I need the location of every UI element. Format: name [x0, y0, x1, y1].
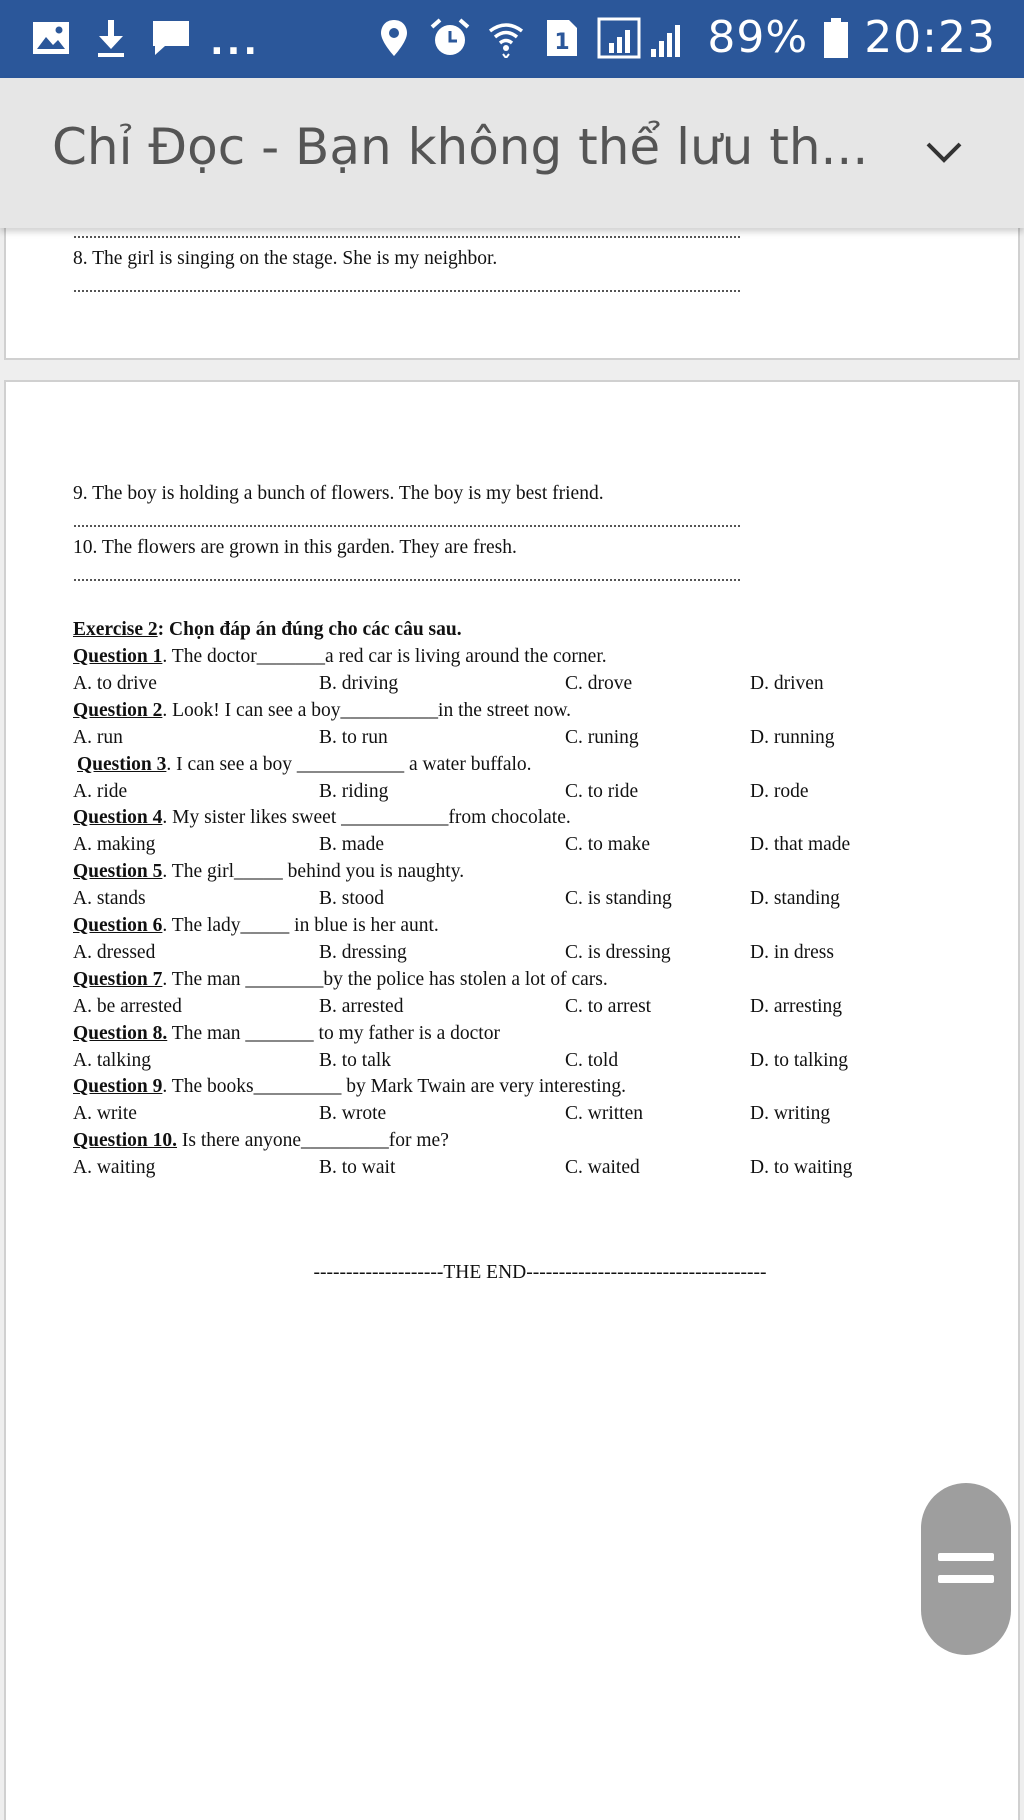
option-a: A. write	[73, 1103, 137, 1125]
scroll-handle-grip	[938, 1553, 994, 1561]
question-1	[73, 645, 607, 669]
option-b: B. dressing	[319, 942, 407, 963]
option-b: B. to talk	[319, 1049, 392, 1071]
question-text: . The man ________by the police has stolen a lot of cars.	[162, 968, 608, 990]
wifi-icon	[485, 17, 527, 59]
option-a: A. waiting	[73, 1157, 156, 1179]
question-label: Question 6	[73, 915, 163, 936]
option-a: A. stands	[73, 888, 146, 910]
question-5	[73, 860, 464, 884]
question-text: Is there anyone_________for me?	[177, 1130, 449, 1152]
option-b: B. driving	[319, 673, 399, 694]
sentence-10: 10. The flowers are grown in this garden. They are fresh.	[73, 537, 517, 558]
option-a: A. ride	[73, 780, 128, 802]
option-d: D. driven	[750, 673, 824, 694]
status-notifications	[30, 12, 260, 63]
option-b: B. riding	[319, 780, 389, 802]
question-label: Question 4	[73, 807, 163, 829]
question-text: . The lady_____ in blue is her aunt.	[162, 915, 439, 936]
option-c: C. to arrest	[565, 995, 652, 1017]
option-d: D. in dress	[750, 942, 834, 963]
exercise-label: Exercise 2	[73, 619, 158, 640]
option-c: C. is dressing	[565, 942, 671, 963]
option-c: C. told	[565, 1049, 619, 1071]
question-label: Question 3	[77, 753, 167, 775]
option-d: D. rode	[750, 780, 809, 802]
exercise-heading	[73, 618, 462, 642]
download-icon	[90, 17, 132, 59]
option-c: C. written	[565, 1103, 643, 1125]
exercise-title: : Chọn đáp án đúng cho các câu sau.	[157, 619, 462, 640]
scroll-handle[interactable]	[921, 1483, 1011, 1655]
question-2	[73, 699, 571, 723]
question-label: Question 8.	[73, 1022, 168, 1044]
answer-line	[74, 236, 740, 238]
option-c: C. is standing	[565, 888, 672, 910]
option-c: C. to make	[565, 834, 651, 856]
question-text: . The books_________ by Mark Twain are very interesting.	[162, 1076, 627, 1098]
chevron-down-icon[interactable]	[922, 134, 966, 170]
question-text: . The girl_____ behind you is naughty.	[162, 861, 465, 883]
answer-line	[74, 579, 740, 581]
status-system	[373, 10, 996, 66]
question-4	[73, 806, 571, 830]
sentence-9: 9. The boy is holding a bunch of flowers. The boy is my best friend.	[73, 483, 604, 504]
option-a: A. to drive	[73, 673, 157, 694]
question-text: . The doctor_______a red car is living around the corner.	[162, 646, 607, 667]
option-b: B. to wait	[319, 1157, 396, 1179]
clock: 20:23	[864, 12, 996, 63]
question-text: The man _______ to my father is a doctor	[167, 1022, 500, 1044]
location-icon	[373, 17, 415, 59]
question-8	[73, 1022, 500, 1046]
question-text: . I can see a boy ___________ a water buffalo.	[166, 753, 532, 775]
option-d: D. running	[750, 726, 835, 748]
option-d: D. that made	[750, 834, 851, 856]
image-icon	[30, 17, 72, 59]
option-b: B. wrote	[319, 1103, 387, 1125]
answer-line	[74, 290, 740, 292]
the-end: --------------------THE END-------------------------------------	[313, 1262, 767, 1283]
question-label: Question 5	[73, 861, 163, 883]
question-9	[73, 1075, 626, 1099]
option-d: D. writing	[750, 1103, 831, 1125]
option-a: A. be arrested	[73, 995, 182, 1017]
sentence-8: 8. The girl is singing on the stage. She is my neighbor.	[73, 248, 498, 269]
scroll-handle-grip	[938, 1575, 994, 1583]
question-label: Question 2	[73, 699, 163, 721]
option-b: B. arrested	[319, 995, 404, 1017]
question-text: . My sister likes sweet ___________from chocolate.	[162, 807, 571, 829]
document-page	[4, 380, 1020, 1820]
option-a: A. making	[73, 834, 156, 856]
option-b: B. to run	[319, 726, 388, 748]
question-label: Question 1	[73, 646, 163, 667]
option-c: C. waited	[565, 1157, 640, 1179]
sim-slot-label: 1	[554, 30, 571, 55]
signal-icon	[597, 17, 693, 59]
option-d: D. standing	[750, 888, 840, 910]
more-notifications-icon: ...	[210, 22, 261, 63]
option-b: B. made	[319, 834, 384, 856]
option-d: D. to waiting	[750, 1157, 853, 1179]
option-d: D. arresting	[750, 995, 843, 1017]
option-b: B. stood	[319, 888, 385, 910]
question-7	[73, 968, 608, 992]
battery-percent: 89%	[707, 12, 809, 63]
option-c: C. to ride	[565, 780, 639, 802]
option-a: A. run	[73, 726, 123, 748]
option-a: A. dressed	[73, 942, 156, 963]
option-d: D. to talking	[750, 1049, 849, 1071]
alarm-icon	[429, 17, 471, 59]
document-title[interactable]: Chỉ Đọc - Bạn không thể lưu th...	[52, 118, 869, 176]
question-3	[77, 753, 532, 777]
battery-icon	[822, 17, 850, 59]
question-label: Question 9	[73, 1076, 163, 1098]
question-label: Question 7	[73, 968, 163, 990]
question-10	[73, 1129, 449, 1153]
sim-icon	[541, 17, 583, 59]
question-text: . Look! I can see a boy__________in the street now.	[162, 699, 572, 721]
option-c: C. runing	[565, 726, 639, 748]
status-bar	[0, 0, 1024, 78]
option-c: C. drove	[565, 673, 633, 694]
question-6	[73, 914, 439, 938]
answer-line	[74, 525, 740, 527]
option-a: A. talking	[73, 1049, 151, 1071]
question-label: Question 10.	[73, 1130, 178, 1152]
message-icon	[150, 17, 192, 59]
title-bar	[0, 78, 1024, 228]
